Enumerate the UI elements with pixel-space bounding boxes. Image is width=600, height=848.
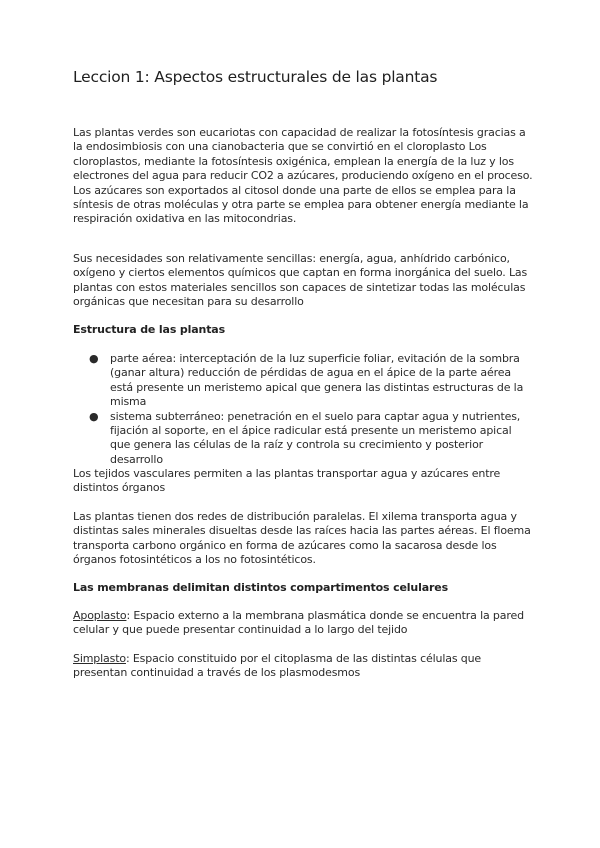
definition-apoplasto <box>73 609 535 638</box>
paragraph-intro: Las plantas verdes son eucariotas con capacidad de realizar la fotosíntesis gracias a la endosimbiosis con una cianobacteria que se convirtió en el cloroplasto Los cloroplastos, mediante la fotosíntesis oxigénica, emplean la energía de la luz y los electrones del agua para reducir CO2 a azúcares, produciendo oxígeno en el proceso. Los azúcares son exportados al citosol donde una parte de ellos se emplea para la síntesis de otras moléculas y otra parte se emplea para obtener energía mediante la respiración oxidativa en las mitocondrias. <box>73 126 533 226</box>
bullet-icon: ● <box>89 352 99 365</box>
list-item-text: parte aérea: interceptación de la luz superficie foliar, evitación de la sombra (ganar altura) reducción de pérdidas de agua en el ápice de la parte aérea está presente un meristemo apical que genera las distintas estructuras de la misma <box>110 352 524 409</box>
list-item-text: sistema subterráneo: penetración en el suelo para captar agua y nutrientes, fijación al soporte, en el ápice radicular está presente un meristemo apical que genera las células de la raíz y controla su crecimiento y posterior desarrollo <box>110 409 521 466</box>
definition-text: : Espacio externo a la membrana plasmática donde se encuentra la pared celular y que puede presentar continuidad a lo largo del tejido <box>73 609 524 637</box>
term-apoplasto: Apoplasto <box>73 609 127 622</box>
list-item-underground <box>73 410 535 468</box>
paragraph-networks: Las plantas tienen dos redes de distribución paralelas. El xilema transporta agua y distintas sales minerales disueltas desde las raíces hacia las partes aéreas. El floema transporta carbono orgánico en forma de azúcares como la sacarosa desde los órganos fotosintéticos a los no fotosintéticos. <box>73 510 531 567</box>
definition-text: : Espacio constituido por el citoplasma de las distintas células que presentan continuidad a través de los plasmodesmos <box>73 652 482 680</box>
term-simplasto: Simplasto <box>73 652 126 665</box>
heading-structure: Estructura de las plantas <box>73 323 225 336</box>
heading-membranes: Las membranas delimitan distintos compartimentos celulares <box>73 581 448 594</box>
paragraph-needs: Sus necesidades son relativamente sencillas: energía, agua, anhídrido carbónico, oxígeno y ciertos elementos químicos que captan en forma inorgánica del suelo. Las plantas con estos materiales sencillos son capaces de sintetizar todas las moléculas orgánicas que necesitan para su desarrollo <box>73 252 528 309</box>
definition-simplasto <box>73 652 535 681</box>
document-title: Leccion 1: Aspectos estructurales de las plantas <box>73 68 438 86</box>
structure-list <box>73 352 535 467</box>
bullet-icon: ● <box>89 409 99 423</box>
paragraph-vascular: Los tejidos vasculares permiten a las plantas transportar agua y azúcares entre distintos órganos <box>73 467 501 495</box>
list-item-aerial <box>73 352 535 410</box>
